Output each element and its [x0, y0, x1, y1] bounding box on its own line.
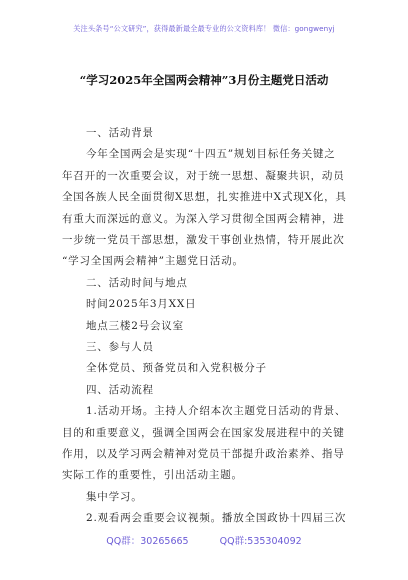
paragraph-line: “学习全国两会精神”主题党日活动。	[62, 255, 244, 268]
section-heading-participants: 三、参与人员	[86, 341, 154, 353]
paragraph-line-collective-study: 集中学习。	[86, 490, 143, 503]
event-place: 地点三楼2号会议室	[86, 319, 184, 332]
paragraph-line: 目的和重要意义，强调全国两会在国家发展进程中的关键	[62, 426, 345, 439]
footer-qq-group-1: QQ群：30265665	[106, 536, 189, 547]
section-heading-time-place: 二、活动时间与地点	[86, 276, 188, 289]
paragraph-line: 一步统一党员干部思想，激发干事创业热情，特开展此次	[62, 234, 345, 246]
paragraph-line: 2.观看两会重要会议视频。播放全国政协十四届三次	[86, 512, 347, 525]
paragraph-line: 有重大而深远的意义。为深入学习贯彻全国两会精神，进	[62, 212, 345, 225]
header-promo-note: 关注头条号“公文研究”，获得最新最全最专业的公文资料库！ 微信：gongwenyj	[73, 24, 335, 33]
participants: 全体党员、预备党员和入党积极分子	[86, 362, 267, 375]
footer-contacts	[0, 533, 408, 547]
footer-qq-group-2: QQ群:535304092	[219, 536, 302, 547]
paragraph-line: 作用，以及学习两会精神对党员干部提升政治素养、指导	[62, 448, 345, 460]
event-time: 时间2025年3月XX日	[86, 298, 197, 311]
paragraph-line: 全国各族人民全面贯彻X思想，扎实推进中X式现X化，具	[62, 191, 347, 204]
section-heading-process: 四、活动流程	[86, 383, 154, 396]
paragraph-line: 1.活动开场。主持人介绍本次主题党日活动的背景、	[86, 405, 347, 418]
paragraph-line: 年召开的一次重要会议，对于统一思想、凝聚共识，动员	[62, 169, 345, 182]
document-title: “学习2025年全国两会精神”3月份主题党日活动	[79, 73, 329, 87]
section-heading-background: 一、活动背景	[86, 127, 154, 139]
paragraph-line: 今年全国两会是实现“十四五”规划目标任务关键之	[86, 148, 336, 161]
paragraph-line: 实际工作的重要性，引出活动主题。	[62, 469, 243, 482]
